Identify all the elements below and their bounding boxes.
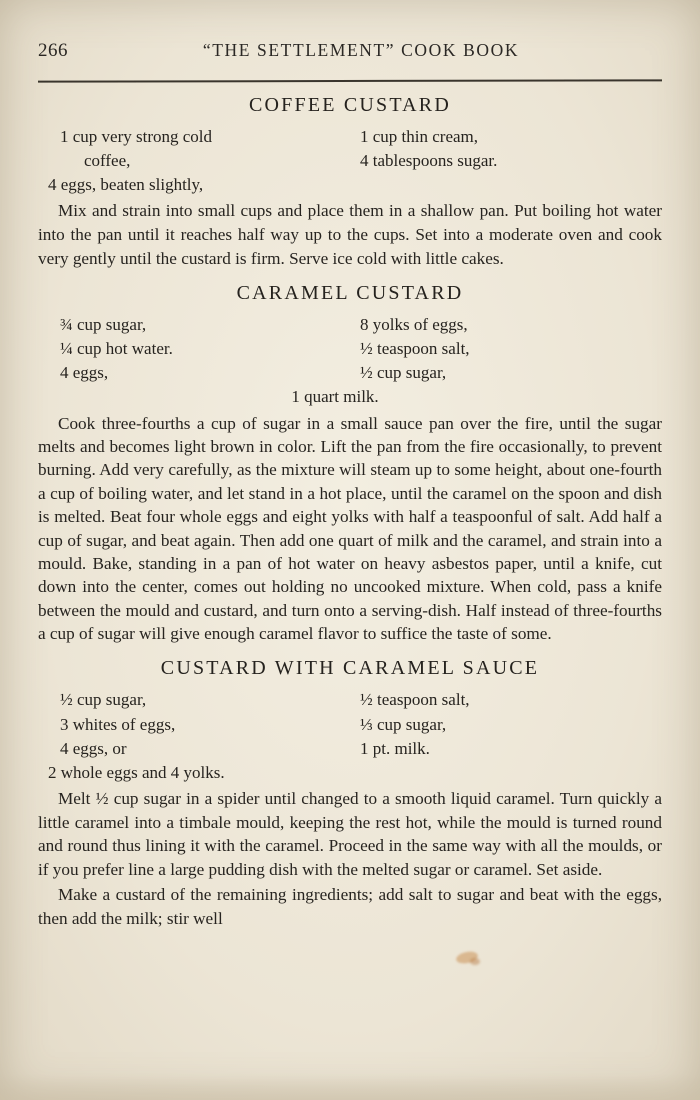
ingredient-line: 4 eggs, or [60,738,127,758]
ingredient-line: coffee, [84,151,131,171]
ingredient-list [38,313,662,410]
ingredient-column-right [350,125,662,173]
ingredient-column-right [350,313,662,385]
book-title: “THE SETTLEMENT” COOK BOOK [202,40,520,60]
ingredient-line: 4 eggs, beaten slightly, [48,175,204,195]
ingredient-line: ½ cup sugar, [60,690,147,710]
recipe-body: Melt ½ cup sugar in a spider until changed to a smooth liquid caramel. Turn quickly a little caramel into a timbale mould, keeping the rest hot, while the mould is turned round and round thus lining it with the caramel. Proceed in the same way with all the moulds, or if you prefer line a large pudding dish with the melted sugar or caramel. Set aside. [38,788,662,879]
paper-stain [470,958,480,965]
ingredient-line: 8 yolks of eggs, [360,315,468,335]
ingredient-line: 1 cup very strong cold [60,127,213,146]
recipe-title: CARAMEL CUSTARD [236,282,464,305]
paper-stain [455,950,479,965]
ingredient-column-left [38,125,350,173]
recipe-coffee-custard [38,94,662,270]
ingredient-column-left [38,688,350,760]
ingredient-line: ¾ cup sugar, [60,315,147,335]
recipe-title: CUSTARD WITH CARAMEL SAUCE [160,657,540,680]
ingredient-line: ⅓ cup sugar, [360,714,447,734]
ingredient-line: 1 quart milk. [291,387,379,407]
page-number: 266 [38,40,68,61]
ingredient-line: 4 tablespoons sugar. [360,151,498,171]
ingredient-line: ½ cup sugar, [360,363,447,383]
running-head [38,40,662,74]
ingredient-list [38,125,662,197]
recipe-body-continued: Make a custard of the remaining ingredients; add salt to sugar and beat with the eggs, then add the milk; stir well [38,885,662,928]
ingredient-column-left [38,313,350,385]
ingredient-line: 2 whole eggs and 4 yolks. [48,762,225,782]
ingredient-line: ¼ cup hot water. [60,339,173,359]
header-rule [38,79,662,82]
recipe-body: Cook three-fourths a cup of sugar in a small sauce pan over the fire, until the sugar melts and becomes light brown in color. Lift the pan from the fire occasionally, to prevent burning. Add very carefully, as the mixture will steam up to some height, about one-fourth a cup of boiling water, and let stand in a hot place, until the caramel on the spoon and dish is melted. Beat four whole eggs and eight yolks with half a teaspoonful of salt. Add half a cup of sugar, and beat again. Then add one quart of milk and the caramel, and strain into a mould. Bake, standing in a pan of hot water on heavy asbestos paper, until a knife, cut down into the center, comes out holding no uncooked mixture. When cold, pass a knife between the mould and custard, and turn onto a serving-dish. Half instead of three-fourths a cup of sugar will give enough caramel flavor to suffice the taste of some. [38,413,662,644]
ingredient-line: 4 eggs, [60,363,109,383]
ingredient-line: 1 pt. milk. [360,738,430,758]
page-bottom-fade [0,1074,700,1100]
ingredient-line: 3 whites of eggs, [60,714,176,734]
recipe-caramel-custard [38,282,662,645]
ingredient-line: 1 cup thin cream, [360,127,479,146]
recipe-body: Mix and strain into small cups and place them in a shallow pan. Put boiling hot water into the pan until it reaches half way up to the cups. Set into a moderate oven and cook very gently until the custard is firm. Serve ice cold with little cakes. [38,201,662,268]
page-content [38,40,662,930]
ingredient-column-right [350,688,662,760]
ingredient-line: ½ teaspoon salt, [360,339,470,359]
ingredient-line: ½ teaspoon salt, [360,690,470,710]
recipe-title: COFFEE CUSTARD [248,94,451,116]
ingredient-list [38,688,662,785]
recipe-custard-with-caramel-sauce [38,657,662,930]
